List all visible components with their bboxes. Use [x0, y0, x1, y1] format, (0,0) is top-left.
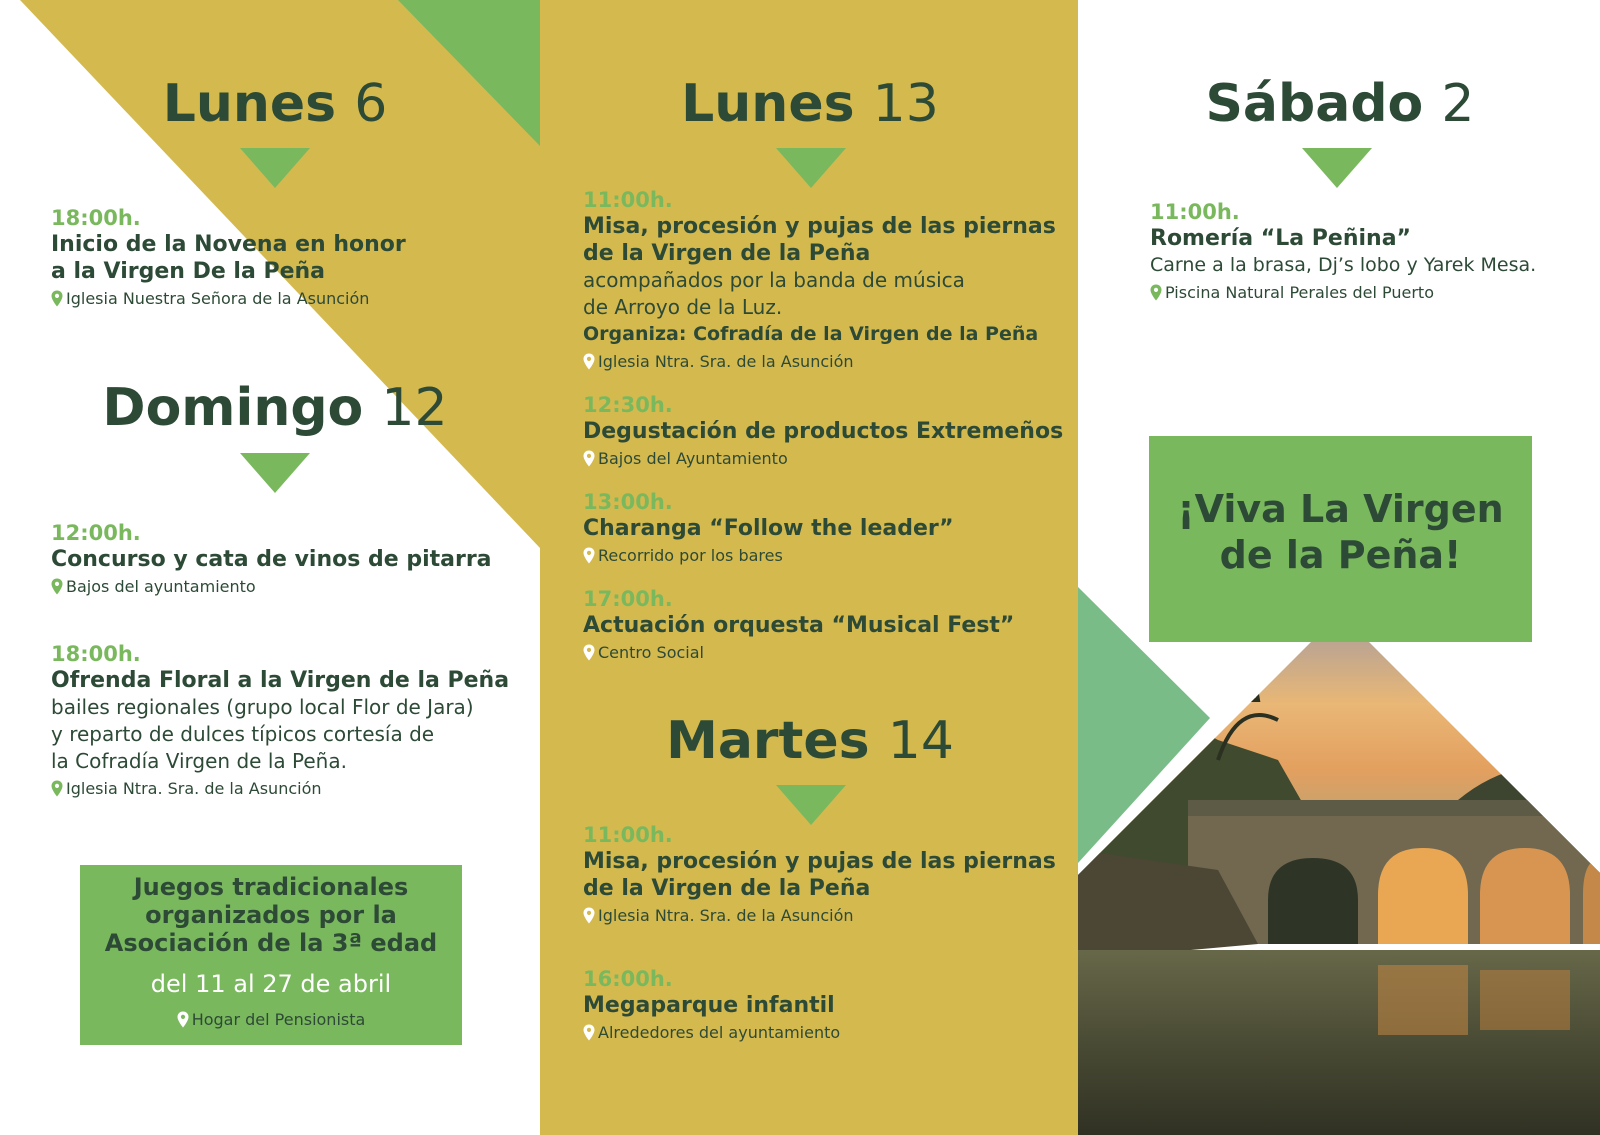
event-location: [583, 1021, 1073, 1045]
event-time: 11:00h.: [583, 823, 673, 847]
event-title: Charanga “Follow the leader”: [583, 516, 954, 541]
event-description: bailes regionales (grupo local Flor de Jara) y reparto de dulces típicos cortesía de la Cofradía Virgen de la Peña.: [51, 695, 474, 773]
day-number: 2: [1441, 74, 1475, 134]
event-organizer: Organiza: Cofradía de la Virgen de la Peña: [583, 323, 1039, 345]
event-time: 13:00h.: [583, 490, 673, 514]
event-martes14-megaparque: [583, 966, 1073, 1045]
day-heading-domingo-12: [80, 378, 470, 438]
map-pin-icon: [583, 907, 595, 924]
games-box-title: Juegos tradicionales organizados por la Asociación de la 3ª edad: [104, 873, 438, 957]
day-number: 13: [872, 74, 939, 134]
map-pin-icon: [583, 1024, 595, 1041]
event-sabado2-romeria: [1150, 199, 1590, 305]
event-location: [1150, 281, 1590, 305]
map-pin-icon: [583, 644, 595, 661]
map-pin-icon: [583, 353, 595, 370]
map-pin-icon: [51, 578, 63, 595]
event-location: [583, 904, 1073, 928]
event-title: Actuación orquesta “Musical Fest”: [583, 613, 1015, 638]
day-name: Lunes: [162, 74, 337, 134]
map-pin-icon: [583, 450, 595, 467]
map-pin-icon: [1150, 284, 1162, 301]
map-pin-icon: [51, 780, 63, 797]
triangle-down-icon: [240, 453, 310, 493]
event-title: Megaparque infantil: [583, 993, 835, 1018]
event-description: acompañados por la banda de música de Arroyo de la Luz.: [583, 268, 965, 319]
event-title: Inicio de la Novena en honor a la Virgen De la Peña: [51, 232, 406, 284]
event-location: [51, 777, 531, 801]
event-location-text: Iglesia Nuestra Señora de la Asunción: [66, 289, 370, 308]
viva-la-virgen-box: [1149, 436, 1532, 642]
day-name: Domingo: [102, 378, 364, 438]
event-location: [583, 447, 1073, 471]
event-lunes13-charanga: [583, 489, 1073, 568]
day-name: Sábado: [1205, 74, 1424, 134]
event-location-text: Alrededores del ayuntamiento: [598, 1023, 841, 1042]
event-time: 12:30h.: [583, 393, 673, 417]
event-location-text: Bajos del ayuntamiento: [66, 577, 256, 596]
event-time: 17:00h.: [583, 587, 673, 611]
event-title: Romería “La Peñina”: [1150, 226, 1411, 251]
viva-la-virgen-text: ¡Viva La Virgen de la Peña!: [1177, 487, 1504, 577]
event-location: [51, 287, 491, 311]
day-number: 14: [887, 711, 954, 771]
triangle-down-icon: [776, 148, 846, 188]
games-box-location-text: Hogar del Pensionista: [191, 1010, 366, 1029]
event-location: [583, 350, 1073, 374]
event-martes14-misa: [583, 822, 1073, 928]
event-time: 18:00h.: [51, 642, 141, 666]
event-lunes13-orquesta: [583, 586, 1073, 665]
event-location-text: Bajos del Ayuntamiento: [598, 449, 788, 468]
day-number: 12: [381, 378, 448, 438]
event-location: [583, 641, 1073, 665]
event-location-text: Iglesia Ntra. Sra. de la Asunción: [598, 906, 854, 925]
day-heading-martes-14: [630, 711, 990, 771]
event-domingo12-ofrenda: [51, 641, 531, 801]
day-name: Lunes: [681, 74, 855, 134]
event-time: 11:00h.: [583, 188, 673, 212]
event-title: Misa, procesión y pujas de las piernas de la Virgen de la Peña: [583, 214, 1056, 266]
day-heading-lunes-13: [640, 74, 980, 134]
event-title: Misa, procesión y pujas de las piernas de la Virgen de la Peña: [583, 849, 1056, 901]
map-pin-icon: [177, 1011, 189, 1028]
event-lunes13-degustacion: [583, 392, 1073, 471]
games-box-dates: del 11 al 27 de abril: [150, 970, 392, 998]
event-title: Ofrenda Floral a la Virgen de la Peña: [51, 668, 510, 693]
day-name: Martes: [666, 711, 870, 771]
triangle-down-icon: [1302, 148, 1372, 188]
event-title: Degustación de productos Extremeños: [583, 419, 1064, 444]
event-location: [51, 575, 521, 599]
traditional-games-box: [80, 865, 462, 1045]
map-pin-icon: [51, 290, 63, 307]
event-location-text: Iglesia Ntra. Sra. de la Asunción: [66, 779, 322, 798]
event-location-text: Recorrido por los bares: [598, 546, 783, 565]
event-location: [583, 544, 1073, 568]
event-time: 12:00h.: [51, 521, 141, 545]
event-lunes13-misa: [583, 187, 1073, 374]
event-time: 11:00h.: [1150, 200, 1240, 224]
day-number: 6: [354, 74, 388, 134]
event-lunes6-novena: [51, 205, 491, 311]
day-heading-sabado-2: [1180, 74, 1500, 134]
triangle-down-icon: [240, 148, 310, 188]
event-domingo12-vinos: [51, 520, 521, 599]
event-location-text: Centro Social: [598, 643, 704, 662]
event-description: Carne a la brasa, Dj’s lobo y Yarek Mesa.: [1150, 254, 1537, 276]
event-location-text: Piscina Natural Perales del Puerto: [1165, 283, 1434, 302]
event-title: Concurso y cata de vinos de pitarra: [51, 547, 492, 572]
day-heading-lunes-6: [130, 74, 420, 134]
triangle-down-icon: [776, 785, 846, 825]
event-location-text: Iglesia Ntra. Sra. de la Asunción: [598, 352, 854, 371]
event-time: 16:00h.: [583, 967, 673, 991]
games-box-location: [80, 1009, 462, 1031]
event-time: 18:00h.: [51, 206, 141, 230]
map-pin-icon: [583, 547, 595, 564]
